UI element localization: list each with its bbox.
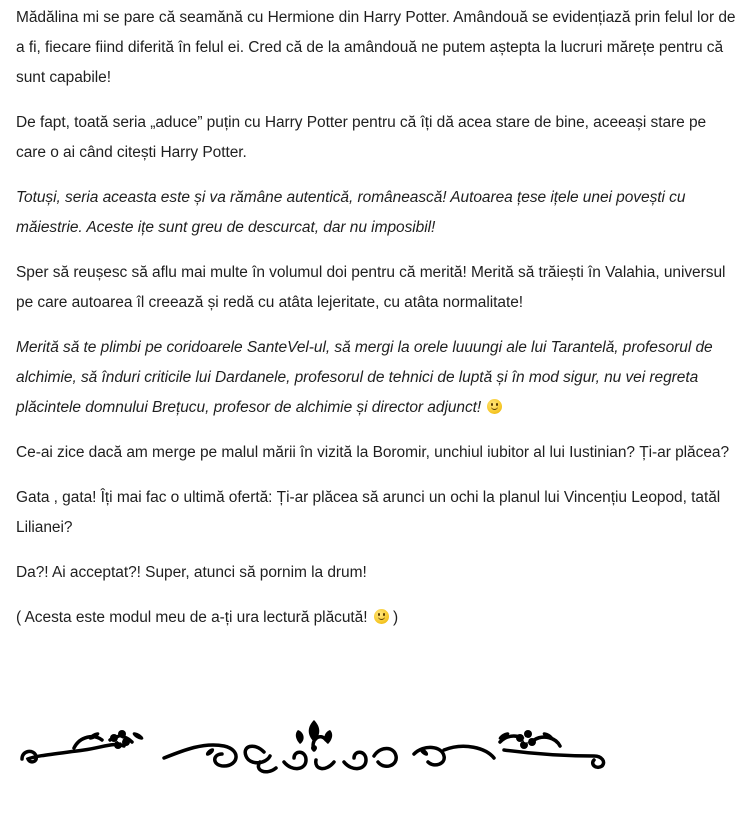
paragraph-harry-potter <box>16 108 738 168</box>
paragraph-text: Da?! Ai acceptat?! Super, atunci să pornim la drum! <box>16 564 367 581</box>
paragraph-text: Gata , gata! Îți mai fac o ultimă ofertă: Ți-ar plăcea să arunci un ochi la planul lui Vincențiu Leopod, tatăl Lilianei? <box>16 489 721 536</box>
paragraph-accepted <box>16 558 738 588</box>
paragraph-text: Ce-ai zice dacă am merge pe malul mării în vizită la Boromir, unchiul iubitor al lui Iustinian? Ți-ar plăcea? <box>16 444 730 461</box>
paragraph-authentic <box>16 183 738 243</box>
closing-paren: ) <box>388 609 399 626</box>
paragraph-closing <box>16 603 738 633</box>
paragraph-text: De fapt, toată seria „aduce” puțin cu Harry Potter pentru că îți dă acea stare de bine, aceeași stare pe care o ai când citești Harry Potter. <box>16 114 707 161</box>
ornamental-flourish-divider-icon <box>14 712 614 782</box>
paragraph-hermione <box>16 3 738 93</box>
paragraph-text: Mădălina mi se pare că seamănă cu Hermione din Harry Potter. Amândouă se evidențiază prin felul lor de a fi, fiecare fiind diferită în felul ei. Cred că de la amândouă ne putem aștepta la lucruri mărețe pentru că sunt capabile! <box>16 9 736 86</box>
article-body <box>16 3 738 648</box>
smiley-emoji-icon <box>487 399 502 414</box>
paragraph-text: Totuși, seria aceasta este și va rămâne autentică, românească! Autoarea țese ițele unei povești cu măiestrie. Aceste ițe sunt greu de descurcat, dar nu imposibil! <box>16 189 686 236</box>
paragraph-text: Sper să reușesc să aflu mai multe în volumul doi pentru că merită! Merită să trăiești în Valahia, universul pe care autoarea îl creează și redă cu atâta lejeritate, cu atâta normalitate! <box>16 264 726 311</box>
paragraph-text: ( Acesta este modul meu de a-ți ura lectură plăcută! <box>16 609 368 626</box>
paragraph-boromir <box>16 438 738 468</box>
paragraph-santevel <box>16 333 738 423</box>
smiley-emoji-icon <box>374 609 389 624</box>
paragraph-offer <box>16 483 738 543</box>
paragraph-text: Merită să te plimbi pe coridoarele SanteVel-ul, să mergi la orele luuungi ale lui Tarantelă, profesorul de alchimie, să înduri criticile lui Dardanele, profesorul de tehnici de luptă și în mod sigur, nu vei regreta plăcintele domnului Brețucu, profesor de alchimie și director adjunct! <box>16 339 713 416</box>
paragraph-valahia <box>16 258 738 318</box>
